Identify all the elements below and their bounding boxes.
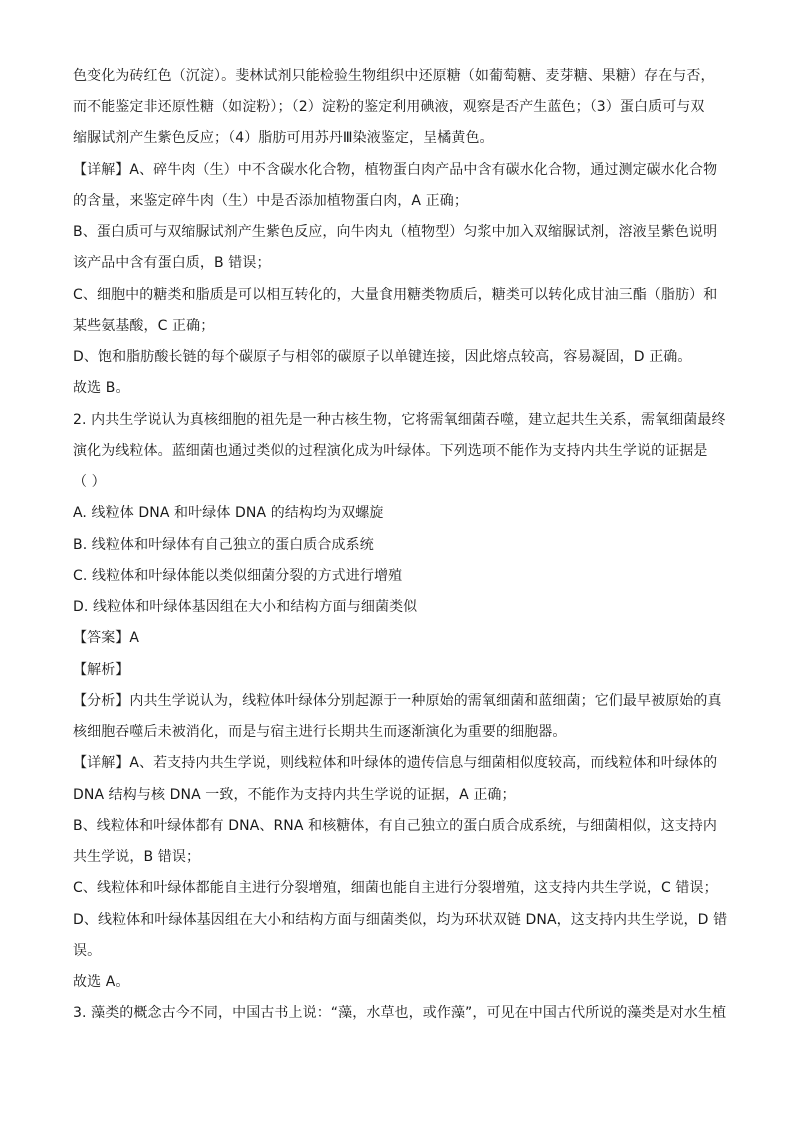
option-d: D. 线粒体和叶绿体基因组在大小和结构方面与细菌类似	[73, 599, 418, 615]
text-line: DNA 结构与核 DNA 一致，不能作为支持内共生学说的证据，A 正确；	[73, 787, 516, 803]
text-line: 误。	[73, 943, 102, 959]
option-c: C. 线粒体和叶绿体能以类似细菌分裂的方式进行增殖	[73, 568, 403, 584]
text-line: B、蛋白质可与双缩脲试剂产生紫色反应，向牛肉丸（植物型）匀浆中加入双缩脲试剂，溶液呈紫色说明	[73, 224, 718, 240]
text-line: 共生学说，B 错误；	[73, 849, 201, 865]
text-line: 核细胞吞噬后未被消化，而是与宿主进行长期共生而逐渐演化为重要的细胞器。	[73, 724, 567, 740]
text-line: 某些氨基酸，C 正确；	[73, 318, 215, 334]
analysis-label: 【解析】	[73, 662, 130, 678]
text-line: 【详解】A、若支持内共生学说，则线粒体和叶绿体的遗传信息与细菌相似度较高，而线粒体和叶绿体的	[73, 755, 718, 771]
text-line: 故选 A。	[73, 974, 130, 990]
text-line: C、线粒体和叶绿体都能自主进行分裂增殖，细菌也能自主进行分裂增殖，这支持内共生学说，C 错误；	[73, 880, 718, 896]
text-line: 【详解】A、碎牛肉（生）中不含碳水化合物，植物蛋白肉产品中含有碳水化合物，通过测定碳水化合物	[73, 162, 718, 178]
text-line: 色变化为砖红色（沉淀）。斐林试剂只能检验生物组织中还原糖（如葡萄糖、麦芽糖、果糖）存在与否，	[73, 68, 715, 84]
text-line: 而不能鉴定非还原性糖（如淀粉）；（2）淀粉的鉴定利用碘液，观察是否产生蓝色；（3）蛋白质可与双	[73, 99, 705, 115]
question-text: 演化为线粒体。蓝细菌也通过类似的过程演化成为叶绿体。下列选项不能作为支持内共生学说的证据是	[73, 443, 708, 459]
question-text: 2. 内共生学说认为真核细胞的祖先是一种古核生物，它将需氧细菌吞噬，建立起共生关系，需氧细菌最终	[73, 412, 726, 428]
text-line: C、细胞中的糖类和脂质是可以相互转化的，大量食用糖类物质后，糖类可以转化成甘油三酯（脂肪）和	[73, 287, 718, 303]
answer-label: 【答案】A	[73, 630, 140, 646]
question-text: 3. 藻类的概念古今不同，中国古书上说：“藻，水草也，或作藻”，可见在中国古代所说的藻类是对水生植	[73, 1005, 727, 1021]
text-line: 故选 B。	[73, 380, 130, 396]
text-line: 的含量，来鉴定碎牛肉（生）中是否添加植物蛋白肉，A 正确；	[73, 193, 468, 209]
answer-blank: （ ）	[73, 474, 106, 490]
text-line: 【分析】内共生学说认为，线粒体叶绿体分别起源于一种原始的需氧细菌和蓝细菌；它们最早被原始的真	[73, 693, 722, 709]
text-line: D、线粒体和叶绿体基因组在大小和结构方面与细菌类似，均为环状双链 DNA，这支持内共生学说，D 错	[73, 912, 728, 928]
text-line: B、线粒体和叶绿体都有 DNA、RNA 和核糖体，有自己独立的蛋白质合成系统，与细菌相似，这支持内	[73, 818, 718, 834]
text-line: 缩脲试剂产生紫色反应；（4）脂肪可用苏丹Ⅲ染液鉴定，呈橘黄色。	[73, 130, 494, 146]
text-line: 该产品中含有蛋白质，B 错误；	[73, 255, 271, 271]
text-line: D、饱和脂肪酸长链的每个碳原子与相邻的碳原子以单键连接，因此熔点较高，容易凝固，D 正确。	[73, 349, 692, 365]
option-a: A. 线粒体 DNA 和叶绿体 DNA 的结构均为双螺旋	[73, 505, 384, 521]
option-b: B. 线粒体和叶绿体有自己独立的蛋白质合成系统	[73, 537, 374, 553]
